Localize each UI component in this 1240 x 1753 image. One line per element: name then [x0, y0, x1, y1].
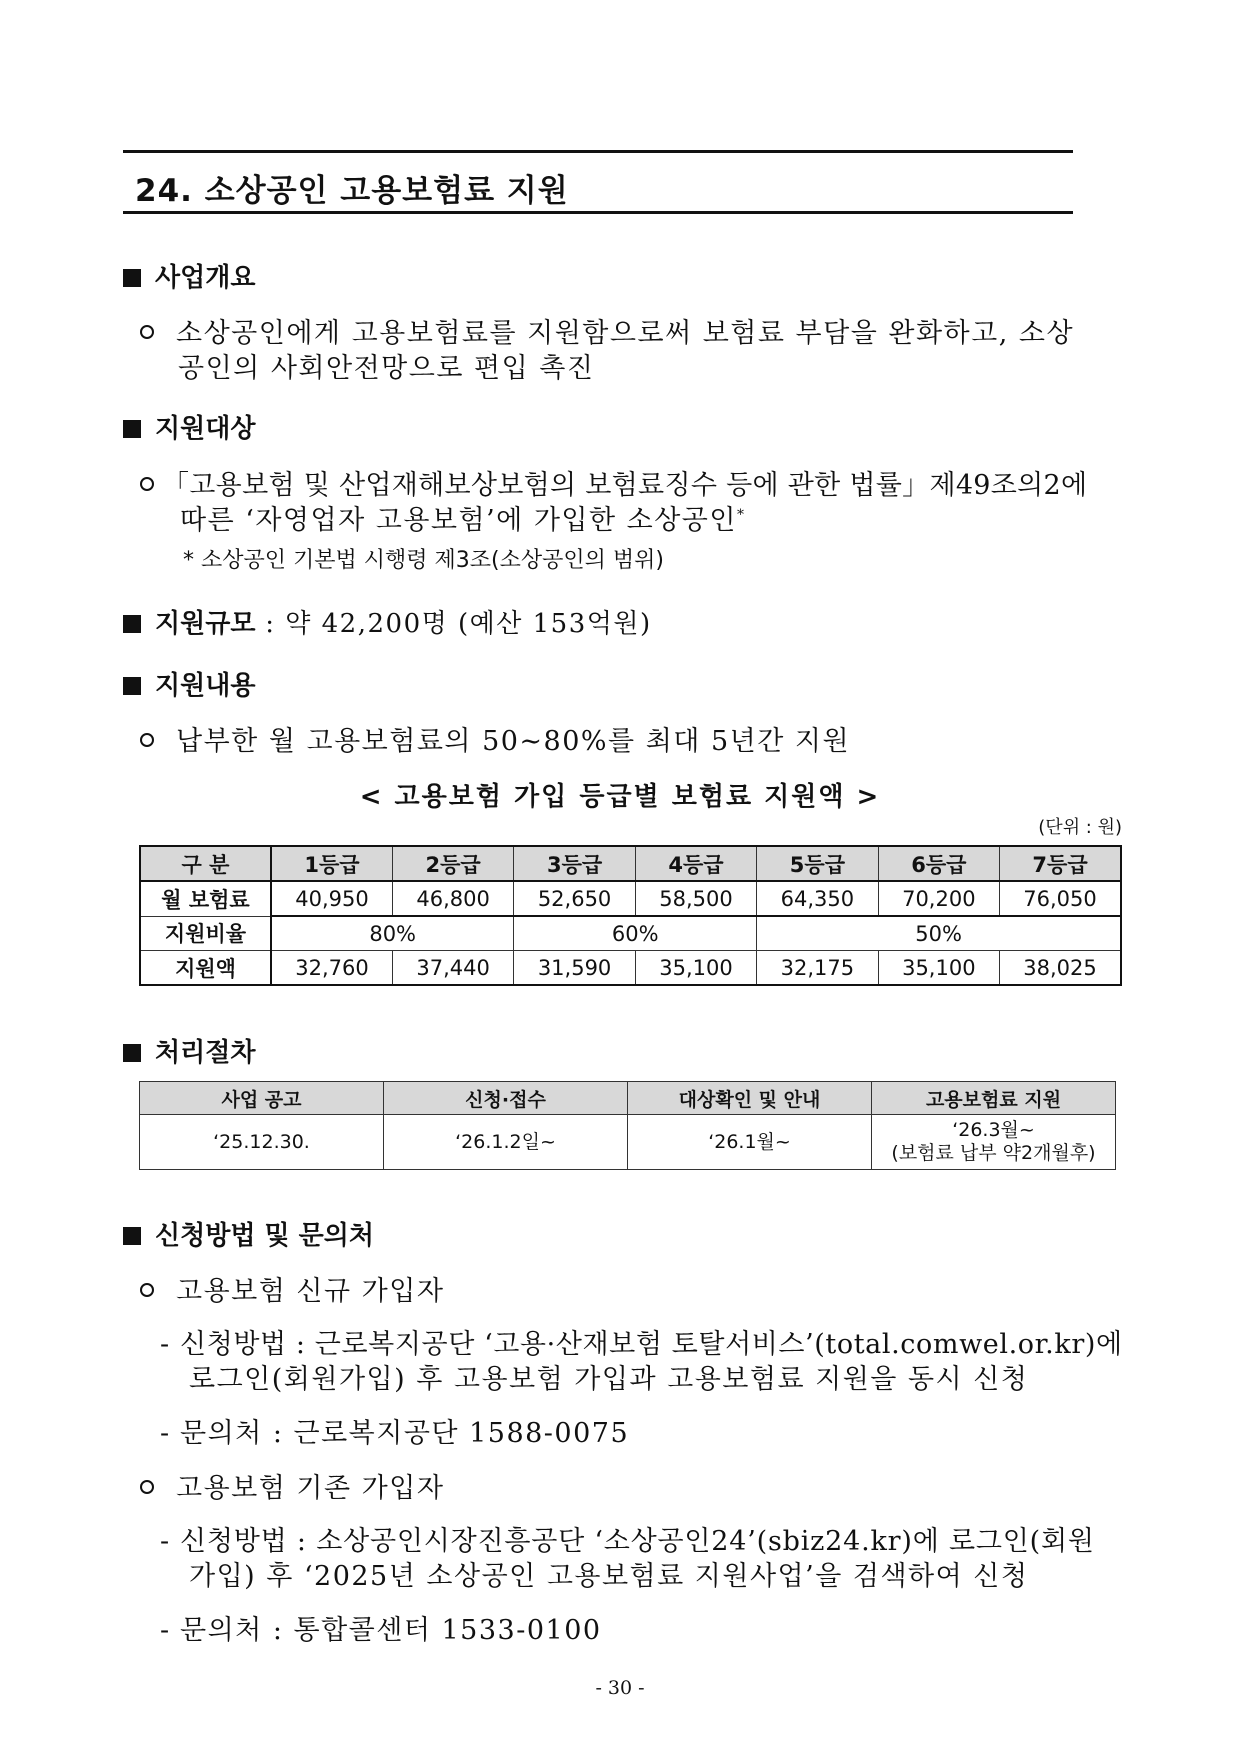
support-note: (보험료 납부 약2개월후) [891, 1142, 1096, 1164]
apply-new-method-1: - 신청방법 : 근로복지공단 ‘고용·산재보험 토탈서비스’(total.comwel.or.kr)에 [160, 1329, 1123, 1360]
table-cell: 50% [757, 916, 1121, 951]
circle-bullet-icon [140, 477, 154, 491]
process-table-header-row [140, 1082, 1116, 1115]
table-cell: ‘26.1.2일~ [384, 1115, 628, 1170]
square-bullet-icon [123, 677, 141, 695]
overview-line-2: 공인의 사회안전망으로 편입 촉진 [178, 353, 595, 384]
circle-bullet-icon [140, 1283, 154, 1297]
table-row-label: 월 보험료 [140, 881, 271, 916]
table-cell: 70,200 [878, 881, 999, 916]
table-cell: 38,025 [1000, 951, 1121, 986]
table-row-label: 지원액 [140, 951, 271, 986]
square-bullet-icon [123, 269, 141, 287]
content-line-1: 납부한 월 고용보험료의 50∼80%를 최대 5년간 지원 [140, 719, 850, 758]
table-header-cell: 신청·접수 [384, 1082, 628, 1115]
apply-existing-heading: 고용보험 기존 가입자 [140, 1466, 444, 1505]
table-cell: ‘26.1월~ [628, 1115, 872, 1170]
section-heading-content: 지원내용 [123, 665, 255, 702]
table-row [140, 1115, 1116, 1170]
grade-table-caption: < 고용보험 가입 등급별 보험료 지원액 > [359, 782, 881, 812]
footnote-mark: * [736, 507, 746, 523]
table-header-cell: 4등급 [635, 846, 756, 881]
circle-bullet-icon [140, 325, 154, 339]
table-header-cell: 1등급 [271, 846, 392, 881]
overview-line-1: 소상공인에게 고용보험료를 지원함으로써 보험료 부담을 완화하고, 소상 [140, 311, 1074, 350]
apply-existing-contact: - 문의처 : 통합콜센터 1533-0100 [160, 1615, 602, 1646]
circle-bullet-icon [140, 733, 154, 747]
table-cell: 40,950 [271, 881, 392, 916]
table-row-amount [140, 951, 1121, 986]
table-header-cell: 6등급 [878, 846, 999, 881]
table-cell: ‘25.12.30. [140, 1115, 384, 1170]
square-bullet-icon [123, 615, 141, 633]
table-header-cell: 7등급 [1000, 846, 1121, 881]
table-cell [872, 1115, 1116, 1170]
apply-new-contact: - 문의처 : 근로복지공단 1588-0075 [160, 1418, 630, 1449]
grade-table-unit: (단위 : 원) [1038, 817, 1122, 838]
square-bullet-icon [123, 420, 141, 438]
section-heading-overview: 사업개요 [123, 257, 255, 294]
apply-existing-method-1: - 신청방법 : 소상공인시장진흥공단 ‘소상공인24’(sbiz24.kr)에 로그인(회원 [160, 1526, 1095, 1557]
table-cell: 58,500 [635, 881, 756, 916]
table-cell: 64,350 [757, 881, 878, 916]
apply-new-method-2: 로그인(회원가입) 후 고용보험 가입과 고용보험료 지원을 동시 신청 [189, 1364, 1029, 1395]
circle-bullet-icon [140, 1480, 154, 1494]
table-cell: 52,650 [514, 881, 635, 916]
apply-existing-method-2: 가입) 후 ‘2025년 소상공인 고용보험료 지원사업’을 검색하여 신청 [189, 1561, 1029, 1592]
section-heading-apply: 신청방법 및 문의처 [123, 1215, 374, 1252]
process-table [139, 1081, 1116, 1170]
table-cell: 80% [271, 916, 514, 951]
section-heading-process: 처리절차 [123, 1032, 255, 1069]
table-cell: 32,175 [757, 951, 878, 986]
section-heading-target: 지원대상 [123, 408, 255, 445]
scale-text: : 약 42,200명 (예산 153억원) [255, 609, 652, 639]
target-footnote: * 소상공인 기본법 시행령 제3조(소상공인의 범위) [183, 548, 664, 573]
table-header-cell: 고용보험료 지원 [872, 1082, 1116, 1115]
table-cell: 37,440 [392, 951, 513, 986]
apply-new-heading: 고용보험 신규 가입자 [140, 1269, 444, 1308]
section-heading-scale: 지원규모 : 약 42,200명 (예산 153억원) [123, 603, 652, 640]
square-bullet-icon [123, 1044, 141, 1062]
table-header-cell: 2등급 [392, 846, 513, 881]
table-cell: 35,100 [878, 951, 999, 986]
page-title-box [123, 150, 1073, 214]
table-header-cell: 5등급 [757, 846, 878, 881]
target-line-1: 「고용보험 및 산업재해보상보험의 보험료징수 등에 관한 법률」제49조의2에 [140, 463, 1087, 502]
table-header-cell: 대상확인 및 안내 [628, 1082, 872, 1115]
table-row-premium [140, 881, 1121, 916]
table-row-label: 지원비율 [140, 916, 271, 951]
table-cell: 76,050 [1000, 881, 1121, 916]
target-line-2: 따른 ‘자영업자 고용보험’에 가입한 소상공인* [180, 505, 746, 536]
table-cell: 31,590 [514, 951, 635, 986]
table-header-cell: 사업 공고 [140, 1082, 384, 1115]
table-cell: 32,760 [271, 951, 392, 986]
table-cell: 35,100 [635, 951, 756, 986]
square-bullet-icon [123, 1227, 141, 1245]
page-title: 24. 소상공인 고용보험료 지원 [135, 173, 569, 209]
grade-table-header-row [140, 846, 1121, 881]
support-start: ‘26.3월~ [952, 1119, 1035, 1142]
table-cell: 46,800 [392, 881, 513, 916]
grade-table [139, 845, 1122, 986]
page-number: - 30 - [595, 1677, 645, 1699]
table-header-cell: 구 분 [140, 846, 271, 881]
table-cell: 60% [514, 916, 757, 951]
table-header-cell: 3등급 [514, 846, 635, 881]
table-row-ratio [140, 916, 1121, 951]
